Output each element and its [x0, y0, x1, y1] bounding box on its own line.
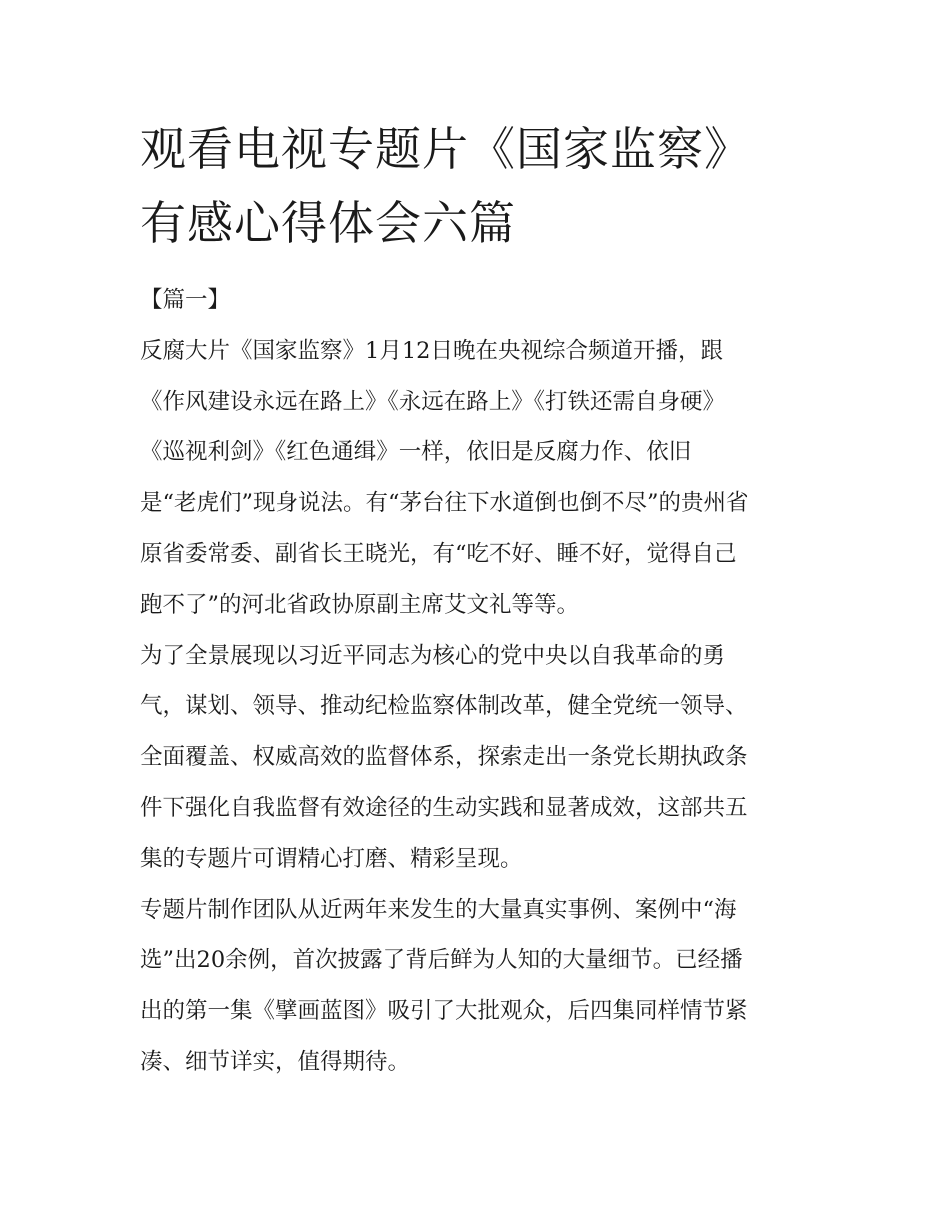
- paragraph-line: 《巡视利剑》《红色通缉》一样，依旧是反腐力作、依旧: [140, 439, 692, 466]
- paragraph-line: 跑不了”的河北省政协原副主席艾文礼等等。: [140, 591, 580, 618]
- paragraph-line: 是“老虎们”现身说法。有“茅台往下水道倒也倒不尽”的贵州省: [140, 490, 749, 517]
- paragraph-2: [140, 634, 830, 888]
- paragraph-line: 气，谋划、领导、推动纪检监察体制改革，健全党统一领导、: [140, 693, 748, 720]
- section-label: 【篇一】: [140, 287, 231, 313]
- paragraph-line: 集的专题片可谓精心打磨、精彩呈现。: [140, 845, 523, 872]
- paragraph-line: 全面覆盖、权威高效的监督体系，探索走出一条党长期执政条: [140, 744, 748, 771]
- document-body: [140, 278, 830, 1091]
- paragraph-line: 专题片制作团队从近两年来发生的大量真实事例、案例中“海: [140, 896, 737, 923]
- paragraph-1: [140, 329, 830, 634]
- document-title: [140, 112, 840, 260]
- paragraph-line: 为了全景展现以习近平同志为核心的党中央以自我革命的勇: [140, 642, 726, 669]
- paragraph-line: 原省委常委、副省长王晓光，有“吃不好、睡不好，觉得自己: [140, 540, 737, 567]
- title-line-1: 观看电视专题片《国家监察》: [140, 122, 751, 176]
- paragraph-line: 出的第一集《擘画蓝图》吸引了大批观众，后四集同样情节紧: [140, 998, 748, 1025]
- title-line-2: 有感心得体会六篇: [140, 196, 516, 250]
- paragraph-line: 《作风建设永远在路上》《永远在路上》《打铁还需自身硬》: [140, 388, 726, 415]
- paragraph-line: 选”出20余例，首次披露了背后鲜为人知的大量细节。已经播: [140, 947, 743, 974]
- paragraph-line: 反腐大片《国家监察》1月12日晚在央视综合频道开播，跟: [140, 337, 723, 364]
- paragraph-line: 凑、细节详实，值得期待。: [140, 1048, 411, 1075]
- paragraph-3: [140, 888, 830, 1091]
- paragraph-line: 件下强化自我监督有效途径的生动实践和显著成效，这部共五: [140, 794, 748, 821]
